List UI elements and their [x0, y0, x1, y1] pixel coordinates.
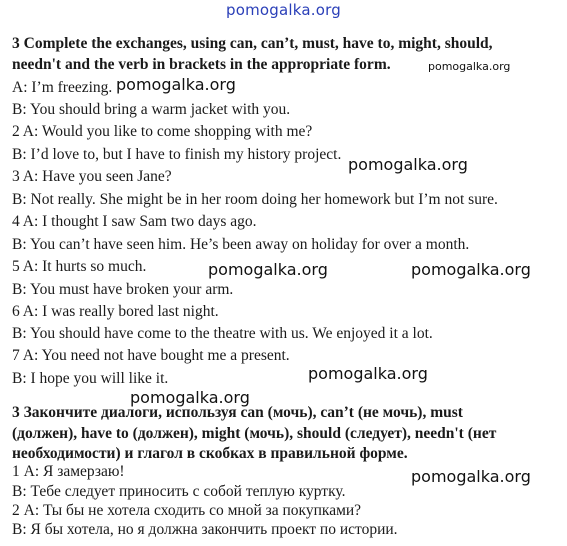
dialog-line: 3 A: Have you seen Jane?	[12, 168, 172, 185]
watermark: pomogalka.org	[348, 155, 468, 174]
dialog-line-ru: В: Тебе следует приносить с собой теплую куртку.	[12, 483, 346, 500]
dialog-line-ru: 2 А: Ты бы не хотела сходить со мной за покупками?	[12, 502, 362, 519]
dialog-line: A: I’m freezing.	[12, 79, 113, 96]
dialog-line-ru: В: Я бы хотела, но я должна закончить проект по истории.	[12, 521, 398, 538]
dialog-line: B: You should bring a warm jacket with you.	[12, 101, 291, 118]
dialog-line: 7 A: You need not have bought me a present.	[12, 347, 290, 364]
watermark: pomogalka.org	[411, 467, 531, 486]
russian-task-line-2: (должен), have to (должен), might (мочь), should (следует), needn't (нет	[12, 425, 497, 442]
russian-task-line-3: необходимости) и глагол в скобках в правильной форме.	[12, 445, 408, 462]
watermark-small: pomogalka.org	[428, 60, 511, 73]
english-task-line-2: needn't and the verb in brackets in the appropriate form.	[12, 56, 391, 73]
english-task-line-1: 3 Complete the exchanges, using can, can’t, must, have to, might, should,	[12, 35, 493, 52]
dialog-line: 4 A: I thought I saw Sam two days ago.	[12, 213, 257, 230]
watermark: pomogalka.org	[411, 260, 531, 279]
watermark: pomogalka.org	[130, 388, 250, 407]
russian-task-line-1: 3 Закончите диалоги, используя can (мочь), can’t (не мочь), must	[12, 404, 463, 421]
watermark: pomogalka.org	[308, 364, 428, 383]
dialog-line: 2 A: Would you like to come shopping with me?	[12, 123, 313, 140]
dialog-line: B: You should have come to the theatre with us. We enjoyed it a lot.	[12, 325, 433, 342]
dialog-line: B: You can’t have seen him. He’s been away on holiday for over a month.	[12, 236, 470, 253]
dialog-line: B: I hope you will like it.	[12, 370, 169, 387]
watermark: pomogalka.org	[116, 75, 236, 94]
watermark: pomogalka.org	[208, 260, 328, 279]
dialog-line: B: You must have broken your arm.	[12, 281, 234, 298]
dialog-line: B: I’d love to, but I have to finish my history project.	[12, 146, 342, 163]
dialog-line: 5 A: It hurts so much.	[12, 258, 147, 275]
dialog-line-ru: 1 А: Я замерзаю!	[12, 463, 125, 480]
header-watermark: pomogalka.org	[226, 1, 341, 19]
dialog-line: 6 A: I was really bored last night.	[12, 303, 219, 320]
dialog-line: B: Not really. She might be in her room doing her homework but I’m not sure.	[12, 191, 498, 208]
